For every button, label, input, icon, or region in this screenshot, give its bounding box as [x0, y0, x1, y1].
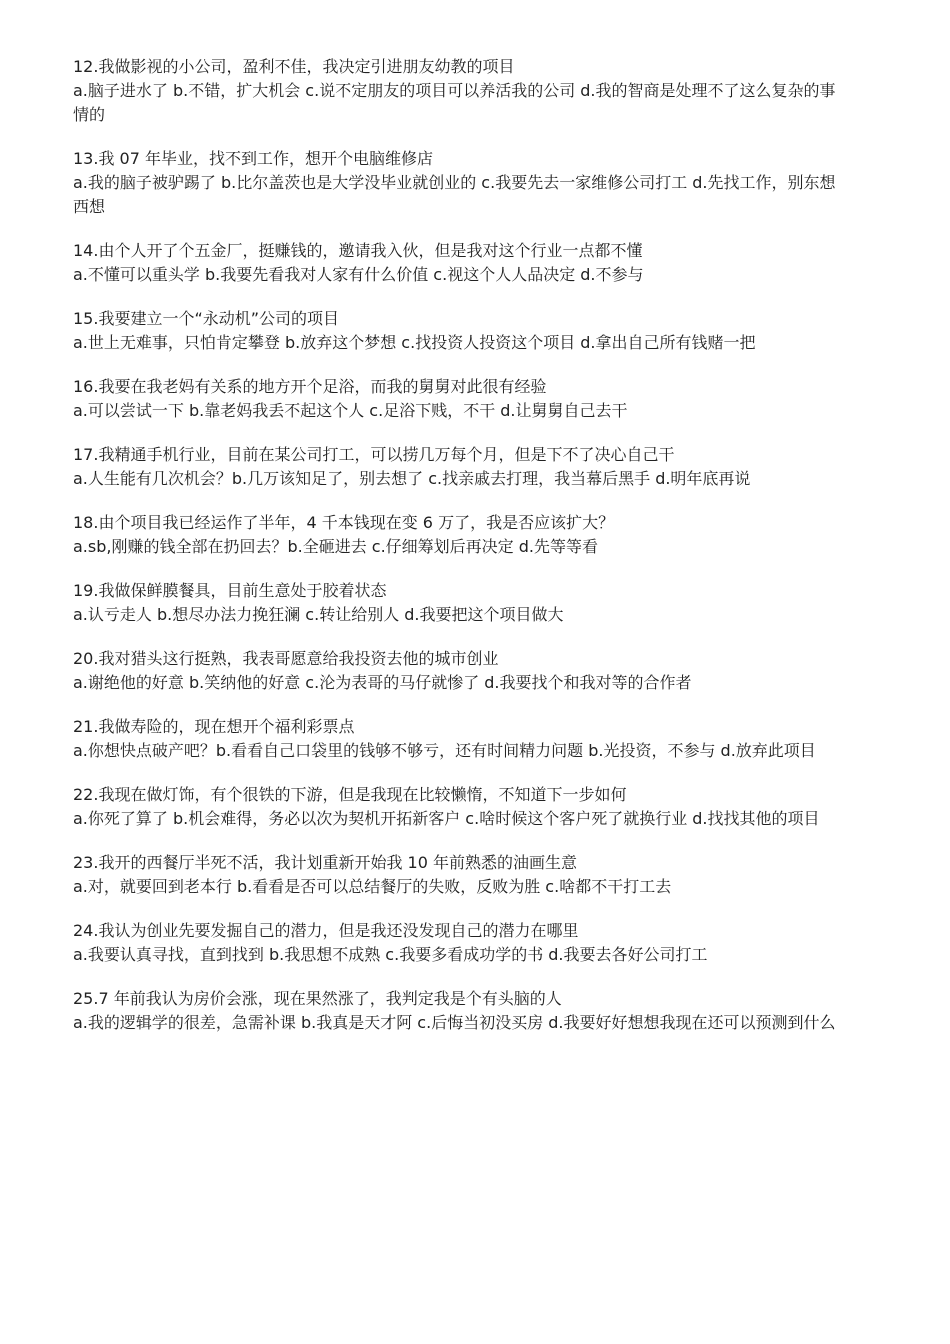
question-block-13 [73, 147, 850, 219]
question-block-18 [73, 511, 850, 559]
question-text: 13.我 07 年毕业，找不到工作，想开个电脑维修店 [73, 149, 433, 168]
question-block-22 [73, 783, 850, 831]
question-block-20 [73, 647, 850, 695]
question-text: 19.我做保鲜膜餐具，目前生意处于胶着状态 [73, 581, 387, 600]
answer-options: a.脑子进水了 b.不错，扩大机会 c.说不定朋友的项目可以养活我的公司 d.我的智商是处理不了这么复杂的事情的 [73, 81, 836, 124]
question-block-16 [73, 375, 850, 423]
answer-options: a.对，就要回到老本行 b.看看是否可以总结餐厅的失败，反败为胜 c.啥都不干打工去 [73, 877, 672, 896]
question-block-24 [73, 919, 850, 967]
question-block-17 [73, 443, 850, 491]
question-block-14 [73, 239, 850, 287]
question-text: 20.我对猎头这行挺熟，我表哥愿意给我投资去他的城市创业 [73, 649, 499, 668]
question-block-25 [73, 987, 850, 1035]
answer-options: a.世上无难事，只怕肯定攀登 b.放弃这个梦想 c.找投资人投资这个项目 d.拿出自己所有钱赌一把 [73, 333, 756, 352]
question-text: 23.我开的西餐厅半死不活，我计划重新开始我 10 年前熟悉的油画生意 [73, 853, 577, 872]
question-block-12 [73, 55, 850, 127]
question-text: 22.我现在做灯饰，有个很铁的下游，但是我现在比较懒惰，不知道下一步如何 [73, 785, 627, 804]
question-text: 15.我要建立一个“永动机”公司的项目 [73, 309, 340, 328]
answer-options: a.你想快点破产吧？b.看看自己口袋里的钱够不够亏，还有时间精力问题 b.光投资，不参与 d.放弃此项目 [73, 741, 816, 760]
question-text: 12.我做影视的小公司，盈利不佳，我决定引进朋友幼教的项目 [73, 57, 515, 76]
question-text: 17.我精通手机行业，目前在某公司打工，可以捞几万每个月，但是下不了决心自己干 [73, 445, 675, 464]
answer-options: a.我要认真寻找，直到找到 b.我思想不成熟 c.我要多看成功学的书 d.我要去各好公司打工 [73, 945, 708, 964]
answer-options: a.sb,刚赚的钱全部在扔回去？b.全砸进去 c.仔细筹划后再决定 d.先等等看 [73, 537, 599, 556]
question-text: 18.由个项目我已经运作了半年，4 千本钱现在变 6 万了，我是否应该扩大？ [73, 513, 615, 532]
answer-options: a.你死了算了 b.机会难得，务必以次为契机开拓新客户 c.啥时候这个客户死了就换行业 d.找找其他的项目 [73, 809, 820, 828]
answer-options: a.可以尝试一下 b.靠老妈我丢不起这个人 c.足浴下贱，不干 d.让舅舅自己去干 [73, 401, 628, 420]
question-text: 16.我要在我老妈有关系的地方开个足浴，而我的舅舅对此很有经验 [73, 377, 547, 396]
question-block-15 [73, 307, 850, 355]
question-block-23 [73, 851, 850, 899]
question-text: 24.我认为创业先要发掘自己的潜力，但是我还没发现自己的潜力在哪里 [73, 921, 579, 940]
answer-options: a.我的逻辑学的很差，急需补课 b.我真是天才阿 c.后悔当初没买房 d.我要好好想想我现在还可以预测到什么 [73, 1013, 836, 1032]
answer-options: a.人生能有几次机会？b.几万该知足了，别去想了 c.找亲戚去打理，我当幕后黑手 d.明年底再说 [73, 469, 751, 488]
answer-options: a.谢绝他的好意 b.笑纳他的好意 c.沦为表哥的马仔就惨了 d.我要找个和我对等的合作者 [73, 673, 692, 692]
question-block-21 [73, 715, 850, 763]
question-text: 21.我做寿险的，现在想开个福利彩票点 [73, 717, 355, 736]
question-text: 25.7 年前我认为房价会涨，现在果然涨了，我判定我是个有头脑的人 [73, 989, 562, 1008]
question-block-19 [73, 579, 850, 627]
question-text: 14.由个人开了个五金厂，挺赚钱的，邀请我入伙，但是我对这个行业一点都不懂 [73, 241, 643, 260]
answer-options: a.认亏走人 b.想尽办法力挽狂澜 c.转让给别人 d.我要把这个项目做大 [73, 605, 564, 624]
answer-options: a.我的脑子被驴踢了 b.比尔盖茨也是大学没毕业就创业的 c.我要先去一家维修公司打工 d.先找工作，别东想西想 [73, 173, 836, 216]
answer-options: a.不懂可以重头学 b.我要先看我对人家有什么价值 c.视这个人人品决定 d.不参与 [73, 265, 644, 284]
